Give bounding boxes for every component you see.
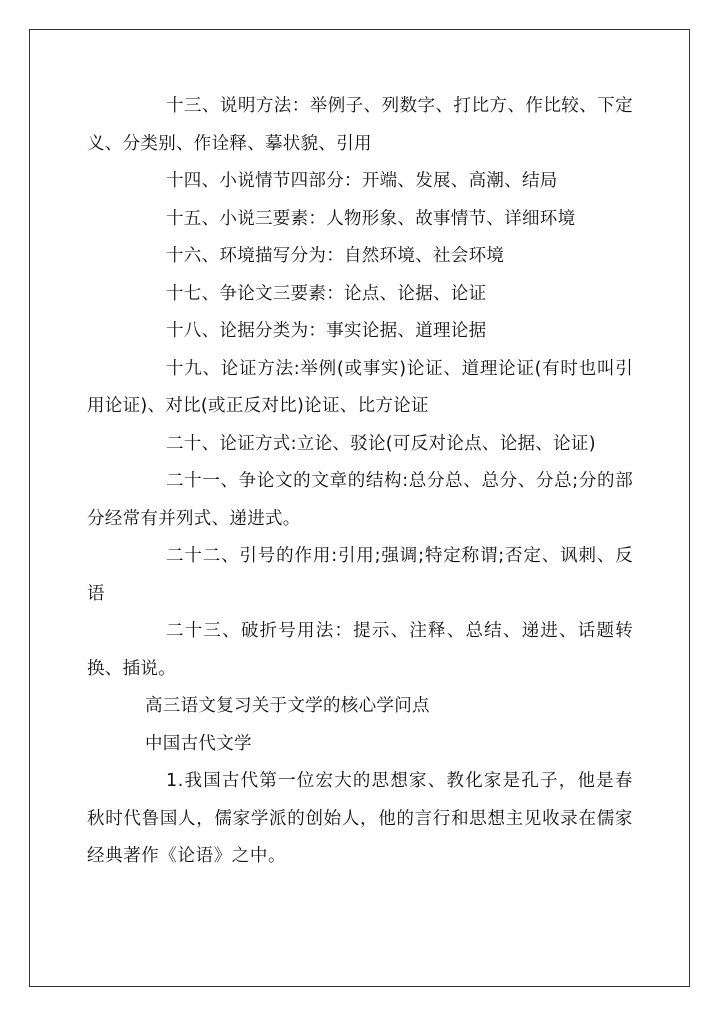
document-body — [87, 88, 633, 876]
paragraph-quotation-marks: 二十二、引号的作用:引用;强调;特定称谓;否定、讽刺、反语 — [87, 546, 633, 604]
subsection-heading: 中国古代文学 — [145, 733, 252, 754]
paragraph-explanation-methods: 十三、说明方法：举例子、列数字、打比方、作比较、下定义、分类别、作诠释、摹状貌、引用 — [87, 96, 633, 154]
paragraph-novel-elements: 十五、小说三要素：人物形象、故事情节、详细环境 — [166, 208, 576, 229]
paragraph-argument-methods: 十九、论证方法:举例(或事实)论证、道理论证(有时也叫引用论证)、对比(或正反对比)论证、比方论证 — [87, 358, 633, 416]
paragraph-argument-elements: 十七、争论文三要素：论点、论据、论证 — [166, 283, 487, 304]
paragraph-environment-description: 十六、环境描写分为：自然环境、社会环境 — [166, 246, 505, 266]
section-heading: 高三语文复习关于文学的核心学问点 — [145, 696, 430, 716]
paragraph-argument-approaches: 二十、论证方式:立论、驳论(可反对论点、论据、论证) — [166, 433, 596, 454]
paragraph-evidence-types: 十八、论据分类为：事实论据、道理论据 — [166, 321, 487, 341]
paragraph-essay-structure: 二十一、争论文的文章的结构:总分总、总分、分总;分的部分经常有并列式、递进式。 — [87, 471, 633, 529]
paragraph-confucius: 1.我国古代第一位宏大的思想家、教化家是孔子，他是春秋时代鲁国人，儒家学派的创始人，他的言行和思想主见收录在儒家经典著作《论语》之中。 — [87, 771, 633, 866]
paragraph-plot-parts: 十四、小说情节四部分：开端、发展、高潮、结局 — [166, 171, 558, 191]
paragraph-dash-usage: 二十三、破折号用法：提示、注释、总结、递进、话题转换、插说。 — [87, 621, 633, 679]
